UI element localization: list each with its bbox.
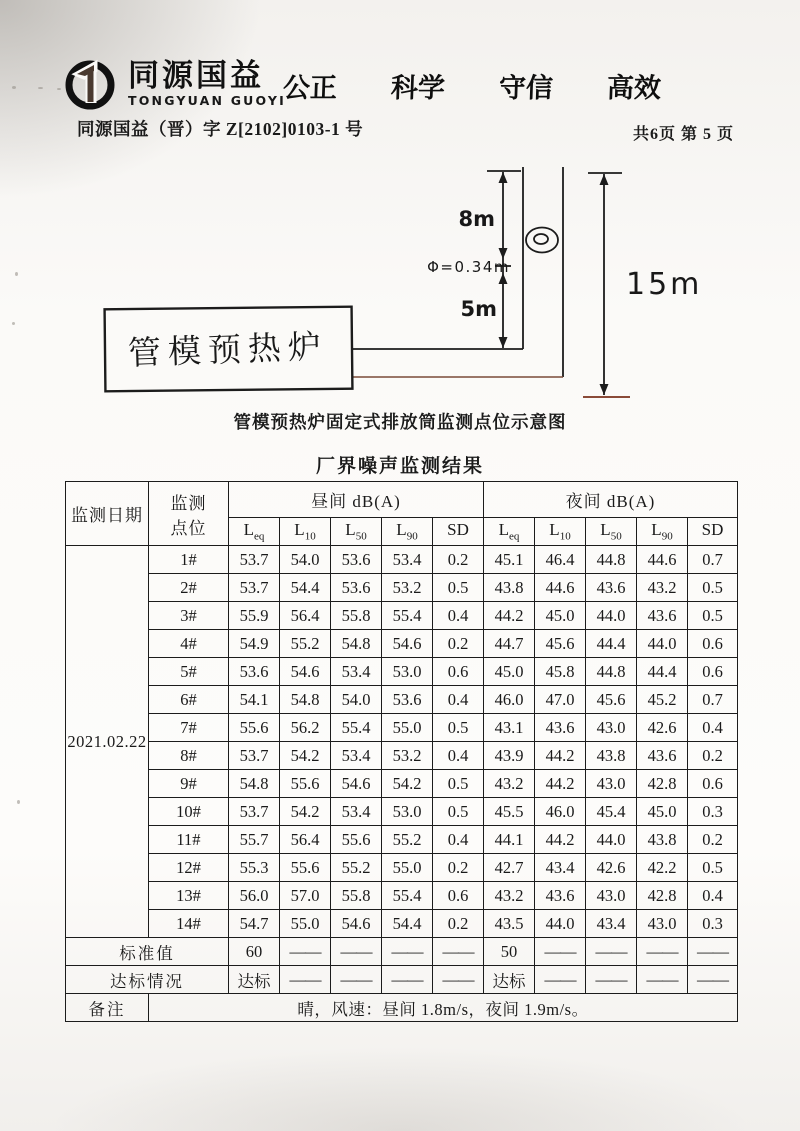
value-cell: 0.3 [688,798,738,826]
value-cell: 45.4 [586,798,637,826]
value-cell: 55.4 [382,882,433,910]
dash-cell: —— [637,966,688,994]
value-cell: 55.6 [331,826,382,854]
value-cell: 0.2 [433,630,484,658]
value-cell: 44.0 [586,602,637,630]
value-cell: 0.4 [433,686,484,714]
value-cell: 42.2 [637,854,688,882]
value-cell: 55.0 [382,714,433,742]
dash-cell: —— [688,966,738,994]
value-cell: 55.9 [229,602,280,630]
value-cell: 43.4 [535,854,586,882]
scan-speck [17,800,20,804]
standard-day-value: 60 [229,938,280,966]
value-cell: 0.4 [688,714,738,742]
value-cell: 43.2 [484,770,535,798]
value-cell: 44.2 [535,770,586,798]
value-cell: 0.6 [688,630,738,658]
value-cell: 53.6 [382,686,433,714]
value-cell: 0.5 [433,714,484,742]
value-cell: 55.6 [229,714,280,742]
value-cell: 0.6 [433,658,484,686]
dash-cell: —— [382,966,433,994]
page-info: 共6页 第 5 页 [632,126,734,143]
value-cell: 53.7 [229,798,280,826]
value-cell: 0.5 [433,770,484,798]
value-cell: 55.4 [331,714,382,742]
point-id-cell: 10# [149,798,229,826]
value-cell: 0.7 [688,546,738,574]
value-cell: 0.6 [688,770,738,798]
value-cell: 45.1 [484,546,535,574]
measurement-row [66,630,738,658]
value-cell: 44.6 [637,546,688,574]
value-cell: 53.4 [331,798,382,826]
monitoring-date-cell: 2021.02.22 [66,546,149,938]
value-cell: 54.0 [280,546,331,574]
dash-cell: —— [535,938,586,966]
value-cell: 0.5 [433,798,484,826]
compliance-day-value: 达标 [229,966,280,994]
value-cell: 0.2 [433,910,484,938]
value-cell: 53.7 [229,546,280,574]
value-cell: 54.2 [280,742,331,770]
remark-text: 晴，风速：昼间 1.8m/s，夜间 1.9m/s。 [149,994,738,1022]
furnace-label: 管模预热炉 [127,329,329,373]
scan-speck [57,88,61,90]
value-cell: 44.0 [637,630,688,658]
dash-cell: —— [382,938,433,966]
value-cell: 43.5 [484,910,535,938]
value-cell: 53.2 [382,742,433,770]
measurement-row [66,826,738,854]
value-cell: 42.7 [484,854,535,882]
subheader-day-sd: SD [433,518,484,546]
value-cell: 54.9 [229,630,280,658]
dash-cell: —— [586,966,637,994]
remark-row [66,994,738,1022]
slogan-word: 科学 [390,73,446,104]
dash-cell: —— [586,938,637,966]
measurement-row [66,882,738,910]
compliance-row [66,966,738,994]
measurement-row [66,770,738,798]
dim-15m-label: 15m [626,267,703,302]
value-cell: 0.5 [688,602,738,630]
slogan-row [282,66,661,105]
measurement-row [66,658,738,686]
value-cell: 54.8 [331,630,382,658]
value-cell: 45.0 [535,602,586,630]
value-cell: 0.5 [688,574,738,602]
value-cell: 54.4 [280,574,331,602]
dim-diameter-label: Φ=0.34m [427,258,510,276]
dim-5m-label: 5m [460,297,497,321]
value-cell: 0.3 [688,910,738,938]
value-cell: 53.2 [382,574,433,602]
value-cell: 0.2 [688,826,738,854]
measurement-row [66,574,738,602]
col-header-point-line1: 监测 [170,493,207,513]
value-cell: 55.0 [280,910,331,938]
value-cell: 54.8 [229,770,280,798]
value-cell: 42.8 [637,770,688,798]
value-cell: 53.7 [229,574,280,602]
point-id-cell: 4# [149,630,229,658]
value-cell: 44.2 [484,602,535,630]
value-cell: 43.4 [586,910,637,938]
point-id-cell: 13# [149,882,229,910]
value-cell: 43.6 [586,574,637,602]
value-cell: 55.8 [331,882,382,910]
value-cell: 55.3 [229,854,280,882]
value-cell: 53.7 [229,742,280,770]
point-id-cell: 3# [149,602,229,630]
value-cell: 54.7 [229,910,280,938]
value-cell: 55.4 [382,602,433,630]
value-cell: 54.2 [382,770,433,798]
subheader-night-l10: $L_{10}$ [535,518,586,546]
measurement-row [66,854,738,882]
compliance-night-value: 达标 [484,966,535,994]
value-cell: 53.6 [331,574,382,602]
dash-cell: —— [331,938,382,966]
value-cell: 56.4 [280,602,331,630]
point-id-cell: 11# [149,826,229,854]
value-cell: 45.8 [535,658,586,686]
value-cell: 44.1 [484,826,535,854]
value-cell: 43.9 [484,742,535,770]
value-cell: 0.4 [433,602,484,630]
value-cell: 45.0 [637,798,688,826]
measurement-row [66,602,738,630]
measurement-row [66,910,738,938]
subheader-night-l90: $L_{90}$ [637,518,688,546]
point-id-cell: 5# [149,658,229,686]
dash-cell: —— [280,966,331,994]
value-cell: 53.4 [382,546,433,574]
subheader-night-l50: $L_{50}$ [586,518,637,546]
diagram-caption: 管模预热炉固定式排放筒监测点位示意图 [233,412,567,432]
subheader-night-sd: SD [688,518,738,546]
subheader-night-leq: $L_{eq}$ [484,518,535,546]
value-cell: 0.6 [688,658,738,686]
compliance-label: 达标情况 [66,966,229,994]
value-cell: 55.2 [280,630,331,658]
company-name-cn: 同源国益 [128,58,264,95]
value-cell: 43.2 [637,574,688,602]
company-header [62,56,286,112]
value-cell: 0.2 [688,742,738,770]
value-cell: 56.4 [280,826,331,854]
subheader-day-l90: $L_{90}$ [382,518,433,546]
value-cell: 0.7 [688,686,738,714]
value-cell: 43.8 [637,826,688,854]
value-cell: 44.2 [535,742,586,770]
dash-cell: —— [688,938,738,966]
point-id-cell: 8# [149,742,229,770]
value-cell: 54.8 [280,686,331,714]
value-cell: 53.0 [382,798,433,826]
value-cell: 43.8 [586,742,637,770]
value-cell: 55.0 [382,854,433,882]
value-cell: 44.8 [586,546,637,574]
value-cell: 43.8 [484,574,535,602]
measurement-row [66,546,738,574]
remark-label: 备注 [66,994,149,1022]
table-title: 厂界噪声监测结果 [315,456,484,477]
value-cell: 55.2 [382,826,433,854]
value-cell: 46.0 [484,686,535,714]
value-cell: 44.0 [535,910,586,938]
slogan-word: 高效 [606,73,662,104]
value-cell: 0.4 [433,742,484,770]
document-number: 同源国益（晋）字 Z[2102]0103-1 号 [77,119,364,139]
value-cell: 46.0 [535,798,586,826]
value-cell: 43.0 [586,770,637,798]
point-id-cell: 14# [149,910,229,938]
subheader-day-l10: $L_{10}$ [280,518,331,546]
point-id-cell: 7# [149,714,229,742]
stack-diagram [0,152,800,407]
col-header-point [149,482,229,546]
value-cell: 43.6 [637,602,688,630]
dash-cell: —— [331,966,382,994]
value-cell: 44.2 [535,826,586,854]
noise-monitoring-table [65,481,738,1022]
subheader-day-leq: $L_{eq}$ [229,518,280,546]
dash-cell: —— [280,938,331,966]
measurement-row [66,714,738,742]
table-body [66,546,738,938]
value-cell: 45.0 [484,658,535,686]
value-cell: 46.4 [535,546,586,574]
value-cell: 0.4 [688,882,738,910]
group-header-daytime: 昼间 dB(A) [229,482,484,518]
point-id-cell: 2# [149,574,229,602]
value-cell: 55.8 [331,602,382,630]
value-cell: 0.2 [433,854,484,882]
value-cell: 56.2 [280,714,331,742]
value-cell: 44.8 [586,658,637,686]
value-cell: 43.0 [586,882,637,910]
standard-value-label: 标准值 [66,938,229,966]
value-cell: 44.7 [484,630,535,658]
value-cell: 54.0 [331,686,382,714]
company-name-en: TONGYUAN GUOYI [128,92,286,108]
value-cell: 0.6 [433,882,484,910]
value-cell: 47.0 [535,686,586,714]
value-cell: 42.6 [637,714,688,742]
value-cell: 45.5 [484,798,535,826]
company-name [128,60,286,108]
measurement-row [66,742,738,770]
point-id-cell: 9# [149,770,229,798]
point-id-cell: 6# [149,686,229,714]
value-cell: 43.6 [637,742,688,770]
value-cell: 54.6 [331,770,382,798]
value-cell: 43.0 [586,714,637,742]
point-id-cell: 1# [149,546,229,574]
value-cell: 53.4 [331,658,382,686]
value-cell: 55.6 [280,854,331,882]
value-cell: 54.2 [280,798,331,826]
measurement-row [66,798,738,826]
measurement-row [66,686,738,714]
value-cell: 43.6 [535,882,586,910]
company-logo-icon [62,56,118,112]
value-cell: 53.0 [382,658,433,686]
value-cell: 53.4 [331,742,382,770]
value-cell: 55.2 [331,854,382,882]
group-header-nighttime: 夜间 dB(A) [484,482,738,518]
value-cell: 54.4 [382,910,433,938]
value-cell: 54.6 [331,910,382,938]
dim-8m-label: 8m [458,207,495,231]
value-cell: 54.1 [229,686,280,714]
value-cell: 43.1 [484,714,535,742]
value-cell: 0.5 [433,574,484,602]
dash-cell: —— [433,966,484,994]
scan-speck [38,87,43,89]
value-cell: 45.6 [535,630,586,658]
scan-speck [12,86,16,89]
dash-cell: —— [433,938,484,966]
slogan-word: 守信 [498,73,554,104]
value-cell: 42.6 [586,854,637,882]
value-cell: 45.2 [637,686,688,714]
value-cell: 0.2 [433,546,484,574]
standard-value-row [66,938,738,966]
value-cell: 43.6 [535,714,586,742]
value-cell: 0.5 [688,854,738,882]
value-cell: 44.4 [586,630,637,658]
value-cell: 54.6 [280,658,331,686]
value-cell: 42.8 [637,882,688,910]
value-cell: 44.0 [586,826,637,854]
value-cell: 57.0 [280,882,331,910]
value-cell: 54.6 [382,630,433,658]
value-cell: 53.6 [331,546,382,574]
value-cell: 0.4 [433,826,484,854]
value-cell: 45.6 [586,686,637,714]
value-cell: 44.4 [637,658,688,686]
dash-cell: —— [535,966,586,994]
value-cell: 56.0 [229,882,280,910]
col-header-point-line2: 点位 [170,518,207,538]
table-header-row-1 [66,482,738,518]
slogan-word: 公正 [282,73,338,104]
dash-cell: —— [637,938,688,966]
value-cell: 55.7 [229,826,280,854]
col-header-date: 监测日期 [66,482,149,546]
standard-night-value: 50 [484,938,535,966]
subheader-day-l50: $L_{50}$ [331,518,382,546]
point-id-cell: 12# [149,854,229,882]
value-cell: 43.2 [484,882,535,910]
value-cell: 44.6 [535,574,586,602]
value-cell: 53.6 [229,658,280,686]
value-cell: 43.0 [637,910,688,938]
value-cell: 55.6 [280,770,331,798]
